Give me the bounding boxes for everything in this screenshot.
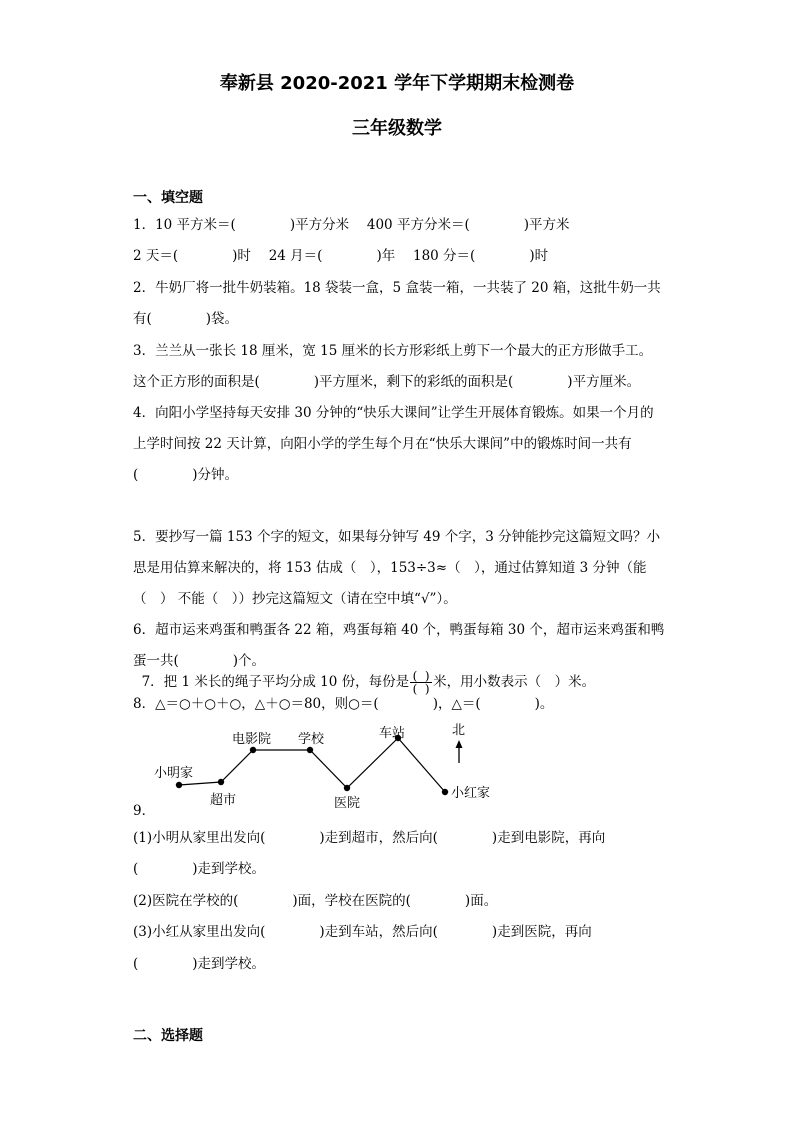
label-hospital: 医院 bbox=[334, 796, 361, 811]
label-supermarket: 超市 bbox=[210, 793, 237, 808]
label-station: 车站 bbox=[379, 726, 406, 741]
north-arrow-icon bbox=[456, 740, 463, 763]
supermarket-dot bbox=[218, 779, 224, 785]
label-school: 学校 bbox=[298, 732, 325, 747]
hospital-dot bbox=[344, 785, 350, 791]
question-7-text-before: 7．把 1 米长的绳子平均分成 10 份，每份是 bbox=[141, 674, 410, 690]
question-6-line-1: 6．超市运来鸡蛋和鸭蛋各 22 箱，鸡蛋每箱 40 个，鸭蛋每箱 30 个，超市运来鸡蛋和鸭 bbox=[133, 622, 665, 638]
question-5-line-2: 思是用估算来解决的，将 153 估成（ ），153÷3≈（ ），通过估算知道 3 分钟（能 bbox=[133, 560, 647, 576]
fraction-numerator: ( ) bbox=[412, 669, 430, 683]
xiaoming-home-dot bbox=[176, 782, 182, 788]
xiaohong-home-dot bbox=[442, 789, 448, 795]
question-3-line-1: 3．兰兰从一张长 18 厘米，宽 15 厘米的长方形彩纸上剪下一个最大的正方形做手工。 bbox=[133, 343, 653, 359]
question-1-line-1: 1．10 平方米＝( )平方分米 400 平方分米＝( )平方米 bbox=[133, 217, 570, 233]
page-title: 奉新县 2020-2021 学年下学期期末检测卷 bbox=[219, 73, 575, 94]
page-subtitle: 三年级数学 bbox=[352, 118, 442, 139]
question-4-line-1: 4．向阳小学坚持每天安排 30 分钟的“快乐大课间”让学生开展体育锻炼。如果一个月的 bbox=[133, 405, 654, 421]
question-2-line-1: 2．牛奶厂将一批牛奶装箱。18 袋装一盒，5 盒装一箱，一共装了 20 箱，这批牛奶一共 bbox=[133, 280, 661, 296]
question-8-line: 8．△＝○＋○＋○，△＋○＝80，则○＝( )，△＝( )。 bbox=[133, 696, 554, 712]
question-3-line-2: 这个正方形的面积是( )平方厘米，剩下的彩纸的面积是( )平方厘米。 bbox=[133, 374, 641, 390]
route-map bbox=[133, 718, 513, 818]
question-5-line-3: （ ） 不能（ ））抄完这篇短文（请在空中填“√”）。 bbox=[133, 591, 457, 607]
question-9-part-3-line-1: (3)小红从家里出发向( )走到车站，然后向( )走到医院，再向 bbox=[133, 924, 592, 940]
question-4-line-2: 上学时间按 22 天计算，向阳小学的学生每个月在“快乐大课间”中的锻炼时间一共有 bbox=[133, 436, 632, 452]
question-7-text-after: 米，用小数表示（ ）米。 bbox=[433, 674, 596, 690]
question-9-part-3-line-2: ( )走到学校。 bbox=[133, 956, 266, 972]
question-2-line-2: 有( )袋。 bbox=[133, 311, 239, 327]
label-north: 北 bbox=[452, 723, 466, 738]
question-9-part-1-line-2: ( )走到学校。 bbox=[133, 861, 266, 877]
cinema-dot bbox=[250, 747, 256, 753]
label-cinema: 电影院 bbox=[232, 732, 272, 747]
question-9-part-1-line-1: (1)小明从家里出发向( )走到超市，然后向( )走到电影院，再向 bbox=[133, 830, 606, 846]
label-xiaoming-home: 小明家 bbox=[154, 766, 194, 781]
question-9-label: 9． bbox=[133, 803, 156, 819]
section-fill-heading: 一、填空题 bbox=[133, 190, 203, 206]
question-6-line-2: 蛋一共( )个。 bbox=[133, 653, 266, 669]
question-5-line-1: 5．要抄写一篇 153 个字的短文，如果每分钟写 49 个字，3 分钟能抄完这篇短文吗？小 bbox=[133, 529, 661, 545]
section-choice-heading: 二、选择题 bbox=[133, 1028, 203, 1044]
question-1-line-2: 2 天＝( )时 24 月＝( )年 180 分＝( )时 bbox=[133, 248, 549, 264]
question-4-line-3: ( )分钟。 bbox=[133, 467, 239, 483]
label-xiaohong-home: 小红家 bbox=[451, 786, 491, 801]
question-7-line bbox=[133, 654, 595, 695]
question-9-part-2: (2)医院在学校的( )面，学校在医院的( )面。 bbox=[133, 893, 498, 909]
fraction-denominator: ( ) bbox=[412, 682, 430, 696]
school-dot bbox=[307, 747, 313, 753]
